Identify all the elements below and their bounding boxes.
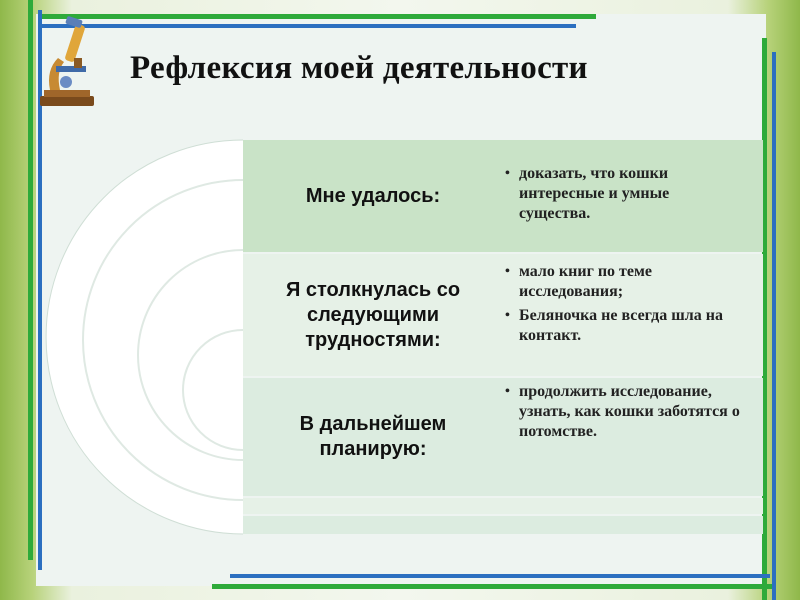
row-label-cell <box>243 254 503 376</box>
empty-row <box>243 516 763 534</box>
list-item: • мало книг по теме исследования; <box>505 262 743 302</box>
reflection-table <box>243 140 763 534</box>
list-item: • доказать, что кошки интересные и умные существа. <box>505 164 743 224</box>
row-items-cell <box>505 254 763 384</box>
row-label: В дальнейшем планирую: <box>299 413 447 460</box>
page-title: Рефлексия моей деятельности <box>130 50 588 86</box>
table-row <box>243 254 763 376</box>
list-item: • продолжить исследование, узнать, как кошки заботятся о потомстве. <box>505 382 743 442</box>
list-item: • Беляночка не всегда шла на контакт. <box>505 306 743 346</box>
row-items-cell <box>505 378 763 500</box>
row-label: Мне удалось: <box>305 184 441 207</box>
bullet-list <box>505 262 763 346</box>
bullet-list <box>505 164 763 224</box>
row-label-cell <box>243 378 503 496</box>
empty-row <box>243 498 763 514</box>
bullet-list <box>505 382 763 442</box>
table-row <box>243 140 763 252</box>
row-label-cell <box>243 140 503 252</box>
row-label: Я столкнулась со следующими трудностями: <box>285 278 461 351</box>
table-row <box>243 378 763 496</box>
